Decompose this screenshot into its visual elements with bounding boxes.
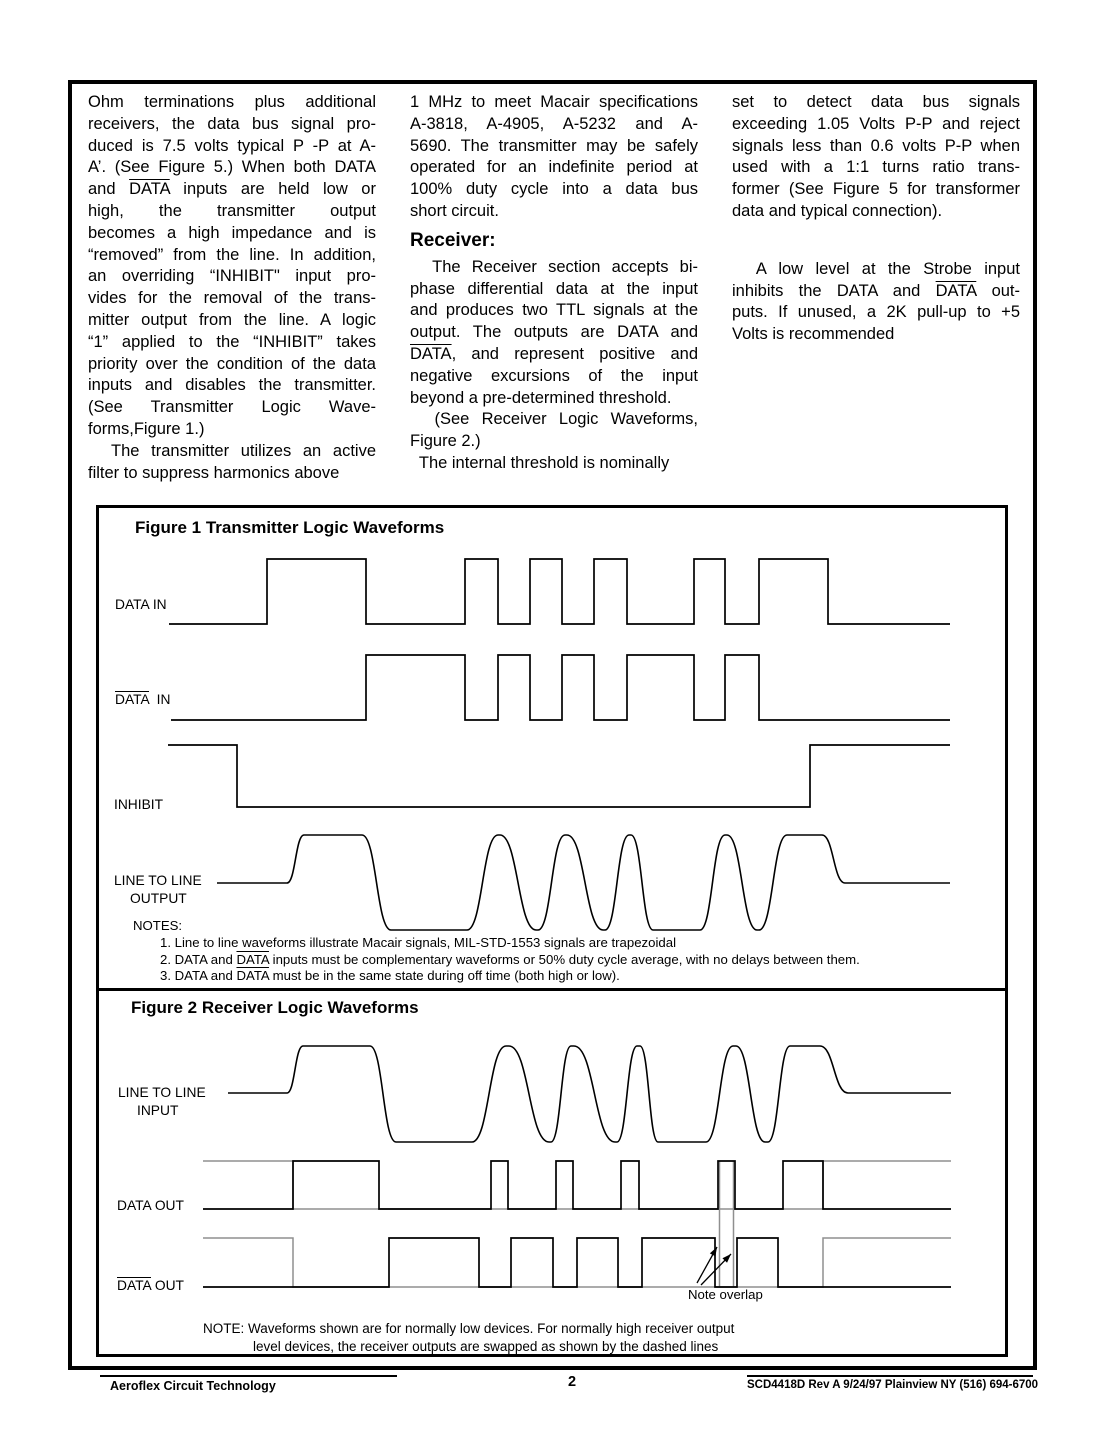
text-line: signals less than 0.6 volts P-P when [732, 136, 1020, 155]
section-heading: Receiver: [410, 229, 496, 251]
text-line: data and typical connection). [732, 201, 943, 220]
waveform-label: OUTPUT [130, 891, 187, 906]
figure1-notes [133, 918, 860, 985]
text-line: vides for the removal of the trans- [88, 289, 376, 308]
text-line: A’. (See Figure 5.) When both DATA [88, 158, 376, 177]
text-line: output. The outputs are DATA and [410, 323, 698, 342]
text-column-3 [732, 92, 1020, 484]
text-line: high, the transmitter output [88, 201, 376, 220]
waveform-label: LINE TO LINE [118, 1085, 206, 1100]
text-line: mitter output from the line. A logic [88, 310, 376, 329]
footer-company: Aeroflex Circuit Technology [110, 1379, 276, 1393]
text-line: Ohm terminations plus additional [88, 93, 376, 111]
text-line: priority over the condition of the data [88, 354, 376, 373]
text-line: an overriding “INHIBIT" input pro- [88, 267, 376, 286]
text-line: receivers, the data bus signal pro- [88, 114, 376, 133]
text-line: phase differential data at the input [410, 279, 698, 298]
text-line: “1” applied to the “INHIBIT” takes [88, 332, 376, 351]
text-line: 100% duty cycle into a data bus [410, 180, 698, 199]
text-line: “removed” from the line. In addition, [88, 245, 376, 264]
text-column-1 [88, 92, 376, 484]
article-columns [88, 92, 1020, 484]
figure1-title: Figure 1 Transmitter Logic Waveforms [135, 518, 445, 537]
footer-docref: SCD4418D Rev A 9/24/97 Plainview NY (516) 694-6700 [747, 1379, 1039, 1391]
text-line: (See Transmitter Logic Wave- [88, 398, 376, 417]
text-line: Figure 2.) [410, 432, 481, 451]
text-line: (See Receiver Logic Waveforms, [410, 410, 698, 429]
note-line: 3. DATA and DATA must be in the same state during off time (both high or low). [160, 968, 620, 984]
text-line: A-3818, A-4905, A-5232 and A- [410, 114, 698, 133]
text-line: filter to suppress harmonics above [88, 463, 340, 482]
notes-heading: NOTES: [133, 918, 183, 933]
text-line: puts. If unused, a 2K pull-up to +5 [732, 303, 1020, 322]
figure1-box [96, 505, 1008, 988]
footer-rule-right [747, 1375, 1033, 1377]
figure2-note-line2: level devices, the receiver outputs are swapped as shown by the dashed lines [253, 1338, 719, 1354]
text-line: short circuit. [410, 201, 499, 220]
text-line: former (See Figure 5 for transformer [732, 180, 1020, 199]
note-line: 2. DATA and DATA inputs must be complementary waveforms or 50% duty cycle average, with no delays between them. [160, 951, 860, 967]
text-line: Volts is recommended [732, 325, 895, 344]
text-line: operated for an indefinite period at [410, 158, 698, 177]
text-line: inhibits the DATA and DATA out- [732, 281, 1020, 300]
note-line: 1. Line to line waveforms illustrate Macair signals, MIL-STD-1553 signals are trapezoidal [160, 934, 677, 950]
text-line: A low level at the Strobe input [732, 259, 1020, 278]
text-line: becomes a high impedance and is [88, 223, 376, 242]
waveform-label: DATA IN [115, 692, 171, 707]
text-line: 5690. The transmitter may be safely [410, 136, 698, 155]
column-spacer [732, 223, 1020, 259]
figure2-note [203, 1320, 734, 1355]
waveform-label: INHIBIT [114, 797, 164, 812]
text-line: forms,Figure 1.) [88, 419, 205, 438]
text-line: negative excursions of the input [410, 366, 698, 385]
text-column-2 [410, 92, 698, 484]
text-line: used with a 1:1 turns ratio trans- [732, 158, 1020, 177]
text-line: DATA, and represent positive and [410, 344, 698, 363]
text-line: inputs and disables the transmitter. [88, 376, 376, 395]
waveform-label: INPUT [137, 1103, 179, 1118]
text-line: exceeding 1.05 Volts P-P and reject [732, 114, 1020, 133]
text-line: beyond a pre-determined threshold. [410, 388, 672, 407]
text-line: 1 MHz to meet Macair specifications [410, 93, 698, 111]
waveform-label: DATA OUT [117, 1198, 184, 1213]
footer-rule-left [100, 1375, 397, 1377]
text-line: The transmitter utilizes an active [88, 441, 376, 460]
footer-page-number: 2 [568, 1374, 577, 1390]
text-line: The Receiver section accepts bi- [410, 257, 698, 276]
note-overlap-label: Note overlap [688, 1287, 763, 1302]
figure2-title: Figure 2 Receiver Logic Waveforms [131, 998, 419, 1017]
waveform-label: DATA IN [115, 597, 167, 612]
text-line: The internal threshold is nominally [410, 453, 670, 472]
text-line: and produces two TTL signals at the [410, 301, 698, 320]
text-line: duced is 7.5 volts typical P -P at A- [88, 136, 376, 155]
notes-lines [133, 935, 860, 985]
text-line: and DATA inputs are held low or [88, 180, 376, 199]
figure2-note-line1: NOTE: Waveforms shown are for normally low devices. For normally high receiver output [203, 1321, 735, 1336]
figure2-box [96, 988, 1008, 1357]
text-line: set to detect data bus signals [732, 93, 1020, 111]
waveform-label: LINE TO LINE [114, 873, 202, 888]
waveform-label: DATA OUT [117, 1278, 184, 1293]
